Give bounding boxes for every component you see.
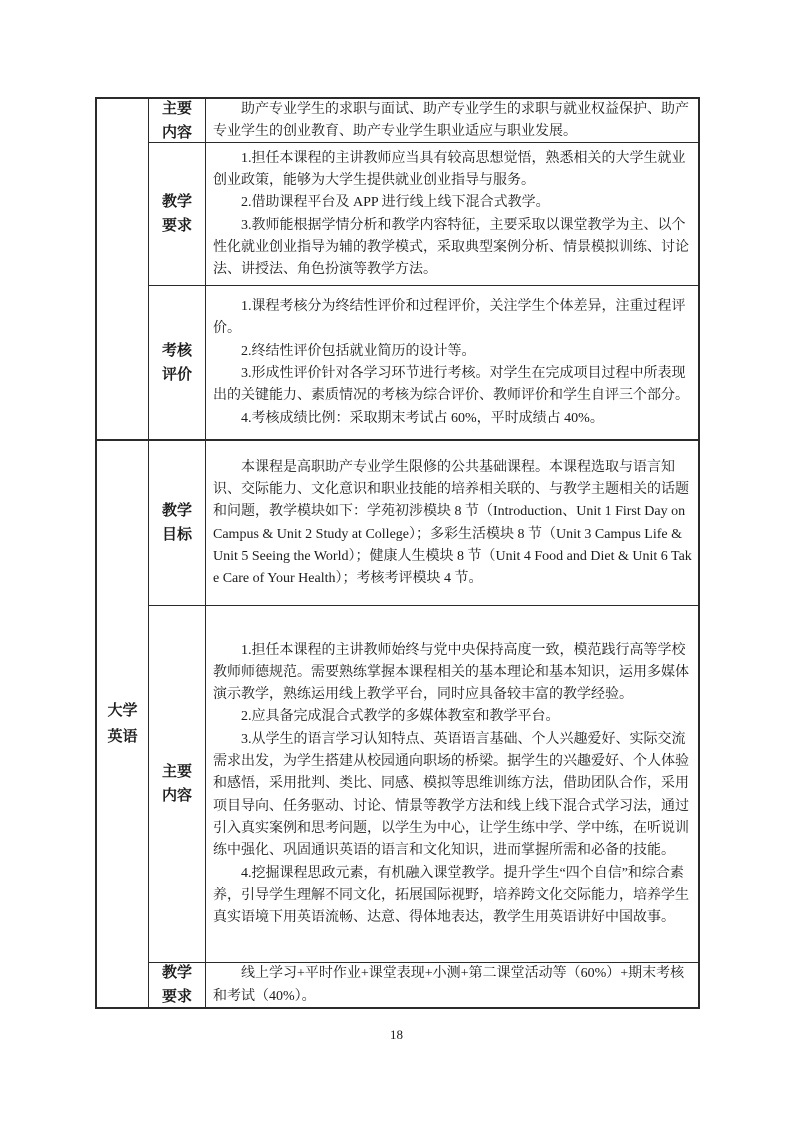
table-row xyxy=(149,285,698,439)
table-row xyxy=(149,99,698,142)
row-label-teaching-objectives: 教学目标 xyxy=(149,441,206,605)
cell-paragraph: 线上学习+平时作业+课堂表现+小测+第二课堂活动等（60%）+期末考核和考试（40%）。 xyxy=(213,966,685,1004)
cell-paragraph: 助产专业学生的求职与面试、助产专业学生的求职与就业权益保护、助产专业学生的创业教育、助产专业学生职业适应与职业发展。 xyxy=(213,101,689,139)
row-label-teaching-requirements: 教学要求 xyxy=(149,143,206,285)
row-label-main-content: 主要内容 xyxy=(149,99,206,142)
cell-main-content xyxy=(206,99,698,142)
cell-paragraph: 3.教师能根据学情分析和教学内容特征，主要采取以课堂教学为主、以个性化就业创业指导为辅的教学模式，采取典型案例分析、情景模拟训练、讨论法、讲授法、角色扮演等教学方法。 xyxy=(213,217,689,278)
row-label-assessment-evaluation: 考核评价 xyxy=(149,286,206,439)
cell-paragraph: 1.担任本课程的主讲教师始终与党中央保持高度一致，模范践行高等学校教师师德规范。需要熟练掌握本课程相关的基本理论和基本知识，运用多媒体演示教学，熟练运用线上教学平台，同时应具备较丰富的教学经验。 xyxy=(213,642,689,703)
cell-main-content xyxy=(206,606,698,962)
cell-paragraph: 1.课程考核分为终结性评价和过程评价，关注学生个体差异，注重过程评价。 xyxy=(213,299,686,337)
table-section-college-english xyxy=(97,439,698,1007)
cell-teaching-requirements xyxy=(206,963,698,1007)
table-section-continuation xyxy=(97,99,698,439)
cell-paragraph: 2.借助课程平台及 APP 进行线上线下混合式教学。 xyxy=(241,195,550,211)
course-syllabus-table xyxy=(95,97,700,1009)
table-row xyxy=(149,142,698,285)
cell-paragraph: 1.担任本课程的主讲教师应当具有较高思想觉悟，熟悉相关的大学生就业创业政策，能够为大学生提供就业创业指导与服务。 xyxy=(213,150,686,188)
row-label-teaching-requirements: 教学要求 xyxy=(149,963,206,1007)
cell-paragraph: 4.考核成绩比例：采取期末考试占 60%，平时成绩占 40%。 xyxy=(241,410,604,426)
table-row xyxy=(149,441,698,605)
cell-teaching-requirements xyxy=(206,143,698,285)
course-name-cell: 大学英语 xyxy=(97,441,149,1007)
row-label-main-content: 主要内容 xyxy=(149,606,206,962)
cell-assessment-evaluation xyxy=(206,286,698,439)
table-row xyxy=(149,605,698,962)
cell-paragraph: 本课程是高职助产专业学生限修的公共基础课程。本课程选取与语言知识、交际能力、文化意识和职业技能的培养相关联的、与教学主题相关的话题和问题，教学模块如下：学苑初涉模块 8 节（Introduction、Unit 1 First Day on Campus & Unit 2 Study at College）；多彩生活模块 8 节（Unit 3 Campus Life & Unit 5 Seeing the World）；健康人生模块 8 节（Unit 4 Food and Diet & Unit 6 Take Care of Your Health）；考核考评模块 4 节。 xyxy=(213,459,692,587)
cell-paragraph: 2.终结性评价包括就业简历的设计等。 xyxy=(241,343,476,359)
cell-paragraph: 4.挖掘课程思政元素，有机融入课堂教学。提升学生“四个自信”和综合素养，引导学生理解不同文化，拓展国际视野，培养跨文化交际能力，培养学生真实语境下用英语流畅、达意、得体地表达，教学生用英语讲好中国故事。 xyxy=(213,865,689,926)
cell-teaching-objectives xyxy=(206,441,698,605)
page-number: 18 xyxy=(390,1027,403,1042)
table-row xyxy=(149,962,698,1007)
cell-paragraph: 3.形成性评价针对各学习环节进行考核。对学生在完成项目过程中所表现出的关键能力、素质情况的考核为综合评价、教师评价和学生自评三个部分。 xyxy=(213,366,689,404)
course-name-cell xyxy=(97,99,149,439)
cell-paragraph: 3.从学生的语言学习认知特点、英语语言基础、个人兴趣爱好、实际交流需求出发，为学生搭建从校园通向职场的桥梁。据学生的兴趣爱好、个人体验和感悟，采用批判、类比、同感、模拟等思维训练方法，借助团队合作，采用项目导向、任务驱动、讨论、情景等教学方法和线上线下混合式学习法，通过引入真实案例和思考问题，以学生为中心，让学生练中学、学中练，在听说训练中强化、巩固通识英语的语言和文化知识，进而掌握所需和必备的技能。 xyxy=(213,731,689,859)
cell-paragraph: 2.应具备完成混合式教学的多媒体教室和教学平台。 xyxy=(241,709,560,725)
